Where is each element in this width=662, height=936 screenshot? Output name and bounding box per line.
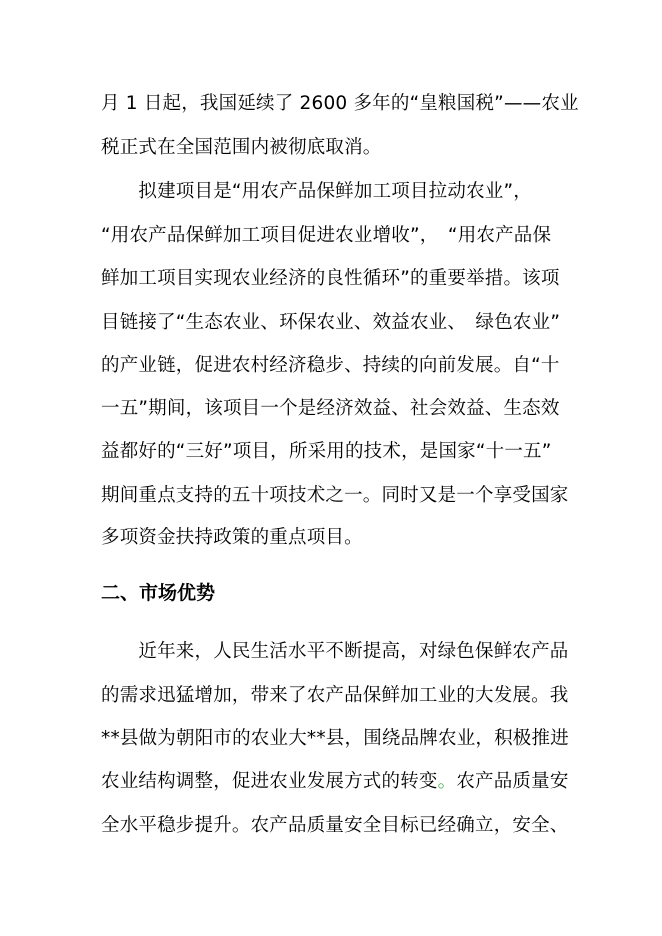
paragraph3-line-4-green-punct: 。	[437, 771, 457, 792]
paragraph2-line-4: 目链接了“生态农业、环保农业、效益农业、 绿色农业”	[101, 312, 561, 333]
paragraph2-line-6: 一五”期间，该项目一个是经济效益、社会效益、生态效	[101, 398, 560, 419]
paragraph1-line-1: 月 1 日起，我国延续了 2600 多年的“皇粮国税”——农业	[101, 93, 579, 114]
paragraph3-line-5: 全水平稳步提升。农产品质量安全目标已经确立，安全、	[101, 815, 569, 836]
paragraph3-line-4	[101, 770, 571, 794]
paragraph3-line-4-main: 农业结构调整，促进农业发展方式的转变	[101, 771, 438, 792]
paragraph2-line-8: 期间重点支持的五十项技术之一。同时又是一个享受国家	[101, 485, 569, 506]
paragraph2-line-9: 多项资金扶持政策的重点项目。	[101, 527, 363, 548]
paragraph2-line-2: “用农产品保鲜加工项目促进农业增收”， “用农产品保	[101, 225, 552, 246]
paragraph3-line-3: **县做为朝阳市的农业大**县，围绕品牌农业，积极推进	[101, 728, 569, 749]
paragraph3-line-1: 近年来，人民生活水平不断提高，对绿色保鲜农产品	[101, 641, 569, 662]
paragraph2-line-3: 鲜加工项目实现农业经济的良性循环”的重要举措。该项	[101, 268, 560, 289]
paragraph2-line-1: 拟建项目是“用农产品保鲜加工项目拉动农业”，	[101, 181, 532, 202]
paragraph2-line-7: 益都好的“三好”项目，所采用的技术，是国家“十一五”	[101, 441, 552, 462]
section-heading: 二、市场优势	[101, 582, 216, 604]
paragraph3-line-2: 的需求迅猛增加，带来了农产品保鲜加工业的大发展。我	[101, 685, 569, 706]
paragraph2-line-5: 的产业链，促进农村经济稳步、持续的向前发展。自“十	[101, 355, 560, 376]
paragraph3-line-4-tail: 农产品质量安	[456, 771, 569, 792]
paragraph1-line-2: 税正式在全国范围内被彻底取消。	[101, 137, 382, 158]
